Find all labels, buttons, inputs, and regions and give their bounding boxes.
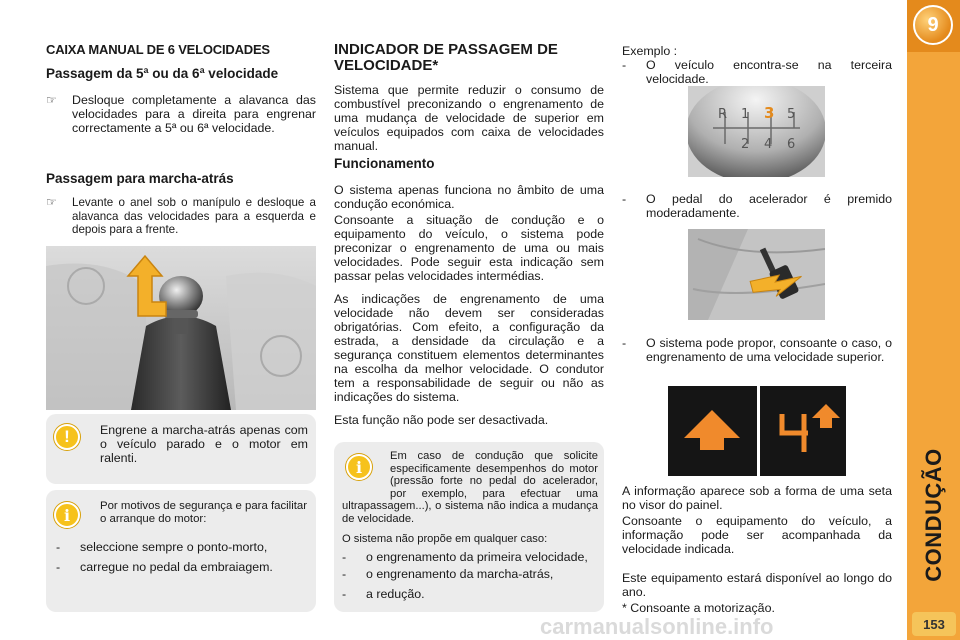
list-item: - O sistema pode propor, consoante o caso, o engrenamento de uma velocidade superior. — [622, 336, 892, 364]
gear-lever-illustration — [46, 246, 316, 410]
gear-number-display — [760, 386, 846, 476]
indicator-heading: INDICADOR DE PASSAGEM DE VELOCIDADE* — [334, 41, 558, 74]
indicator-description: Sistema que permite reduzir o consumo de combustível preconizando o engrenamento de uma mudança de velocidade de superior em veículos equipados com caixa de velocidades manual. — [334, 83, 604, 153]
list-item-text: O pedal do acelerador é premido moderadamente. — [646, 192, 892, 220]
system-note-intro-2: O sistema não propõe em qualquer caso: — [342, 533, 548, 545]
list-item-text: O sistema pode propor, consoante o caso, o engrenamento de uma velocidade superior. — [646, 336, 892, 364]
equipment-info-para: Consoante o equipamento do veículo, a informação pode ser acompanhada da velocidade indicada. — [622, 514, 892, 556]
list-item-text: a redução. — [366, 587, 425, 601]
display-info-para: A informação aparece sob a forma de uma seta no visor do painel. — [622, 484, 892, 512]
example-step-2 — [622, 192, 892, 220]
info-icon: i — [54, 502, 80, 528]
footnote: * Consoante a motorização. — [622, 601, 775, 615]
gear-pattern-photo — [688, 86, 825, 177]
functioning-para-3: As indicações de engrenamento de uma velocidade não devem ser consideradas obrigatórias. Com efeito, a configuração da estrada, a densidade da circulação e a segurança constituem elementos determinantes na escolha da melhor velocidade. O condutor tem a responsabilidade de seguir ou não as indicações do sistema. — [334, 292, 604, 404]
system-note-body: Em caso de condução que solicite especificamente desempenhos do motor (pressão forte no pedal do acelerador, por exemplo, para efectuar uma ultrapassagem...), o sistema não indica a mudança de velocidade. — [342, 450, 598, 525]
list-item: - O pedal do acelerador é premido moderadamente. — [622, 192, 892, 220]
list-item: - o engrenamento da marcha-atrás, — [342, 567, 554, 581]
list-item-text: carregue no pedal da embraiagem. — [80, 560, 273, 574]
functioning-para-1: O sistema apenas funciona no âmbito de uma condução económica. — [334, 183, 604, 211]
accelerator-pedal-photo — [688, 229, 825, 320]
section-heading-5-6: Passagem da 5ª ou da 6ª velocidade — [46, 66, 279, 81]
gear-label: R — [718, 107, 728, 122]
system-note-list — [342, 550, 598, 601]
safety-info-intro: Por motivos de segurança e para facilitar o arranque do motor: — [100, 500, 308, 525]
page-heading: CAIXA MANUAL DE 6 VELOCIDADES — [46, 42, 270, 57]
pointing-hand-icon: ☞ — [46, 93, 57, 107]
watermark: carmanualsonline.info — [540, 614, 774, 639]
functioning-para-4: Esta função não pode ser desactivada. — [334, 413, 549, 427]
gear-label-highlighted: 3 — [764, 104, 775, 122]
gear-label: 5 — [787, 107, 796, 122]
instruction-5-6-text: Desloque completamente a alavanca das velocidades para a direita para engrenar correctamente a 5ª ou 6ª velocidade. — [72, 93, 316, 135]
instruction-5-6 — [46, 93, 316, 135]
list-item: - o engrenamento da primeira velocidade, — [342, 550, 588, 564]
system-note-box — [334, 442, 604, 612]
safety-info-list — [56, 540, 311, 574]
icon-spacer — [342, 450, 390, 492]
gear-label: 1 — [741, 107, 750, 122]
pointing-hand-icon: ☞ — [46, 195, 57, 209]
example-step-3 — [622, 336, 892, 364]
example-step-1 — [622, 58, 892, 86]
chapter-number-badge: 9 — [913, 5, 953, 45]
instruction-reverse-text: Levante o anel sob o manípulo e desloque a alavanca das velocidades para a esquerda e depois para a frente. — [72, 196, 316, 236]
section-label-text: CONDUÇÃO — [921, 448, 946, 582]
functioning-para-2: Consoante a situação de condução e o equipamento do veículo, o sistema pode preconizar o engrenamento de uma ou mais velocidades. Pode seguir esta indicação sem passar pelas velocidades intermédias. — [334, 213, 604, 283]
gear-label: 4 — [764, 137, 773, 152]
system-note-text — [342, 450, 598, 526]
instruction-reverse — [46, 196, 316, 237]
list-item-text: o engrenamento da marcha-atrás, — [366, 567, 554, 581]
gear-knob-illustration — [688, 86, 825, 177]
functioning-heading: Funcionamento — [334, 156, 435, 171]
warning-icon: ! — [54, 424, 80, 450]
list-item: - carregue no pedal da embraiagem. — [56, 560, 273, 574]
section-heading-reverse: Passagem para marcha-atrás — [46, 171, 234, 186]
list-item-text: O veículo encontra-se na terceira velocidade. — [646, 58, 892, 86]
reverse-warning-text: Engrene a marcha-atrás apenas com o veículo parado e o motor em ralenti. — [100, 423, 308, 465]
shift-up-arrow-icon — [668, 386, 757, 476]
info-icon: i — [346, 454, 372, 480]
list-item-text: seleccione sempre o ponto-morto, — [80, 540, 268, 554]
gear-label: 6 — [787, 137, 796, 152]
page-number: 153 — [912, 612, 956, 636]
shift-up-gear-display — [760, 386, 846, 476]
reverse-warning-box — [46, 414, 316, 484]
list-item: - O veículo encontra-se na terceira velocidade. — [622, 58, 892, 86]
example-label: Exemplo : — [622, 44, 678, 58]
gear-label: 2 — [741, 137, 750, 152]
safety-info-box — [46, 490, 316, 612]
list-item: - seleccione sempre o ponto-morto, — [56, 540, 268, 554]
list-item-text: o engrenamento da primeira velocidade, — [366, 550, 588, 564]
pedal-illustration — [688, 229, 825, 320]
section-label — [908, 420, 960, 610]
availability-para: Este equipamento estará disponível ao longo do ano. — [622, 571, 892, 599]
list-item: - a redução. — [342, 587, 425, 601]
shift-up-arrow-display — [668, 386, 757, 476]
gear-lever-photo — [46, 246, 316, 410]
